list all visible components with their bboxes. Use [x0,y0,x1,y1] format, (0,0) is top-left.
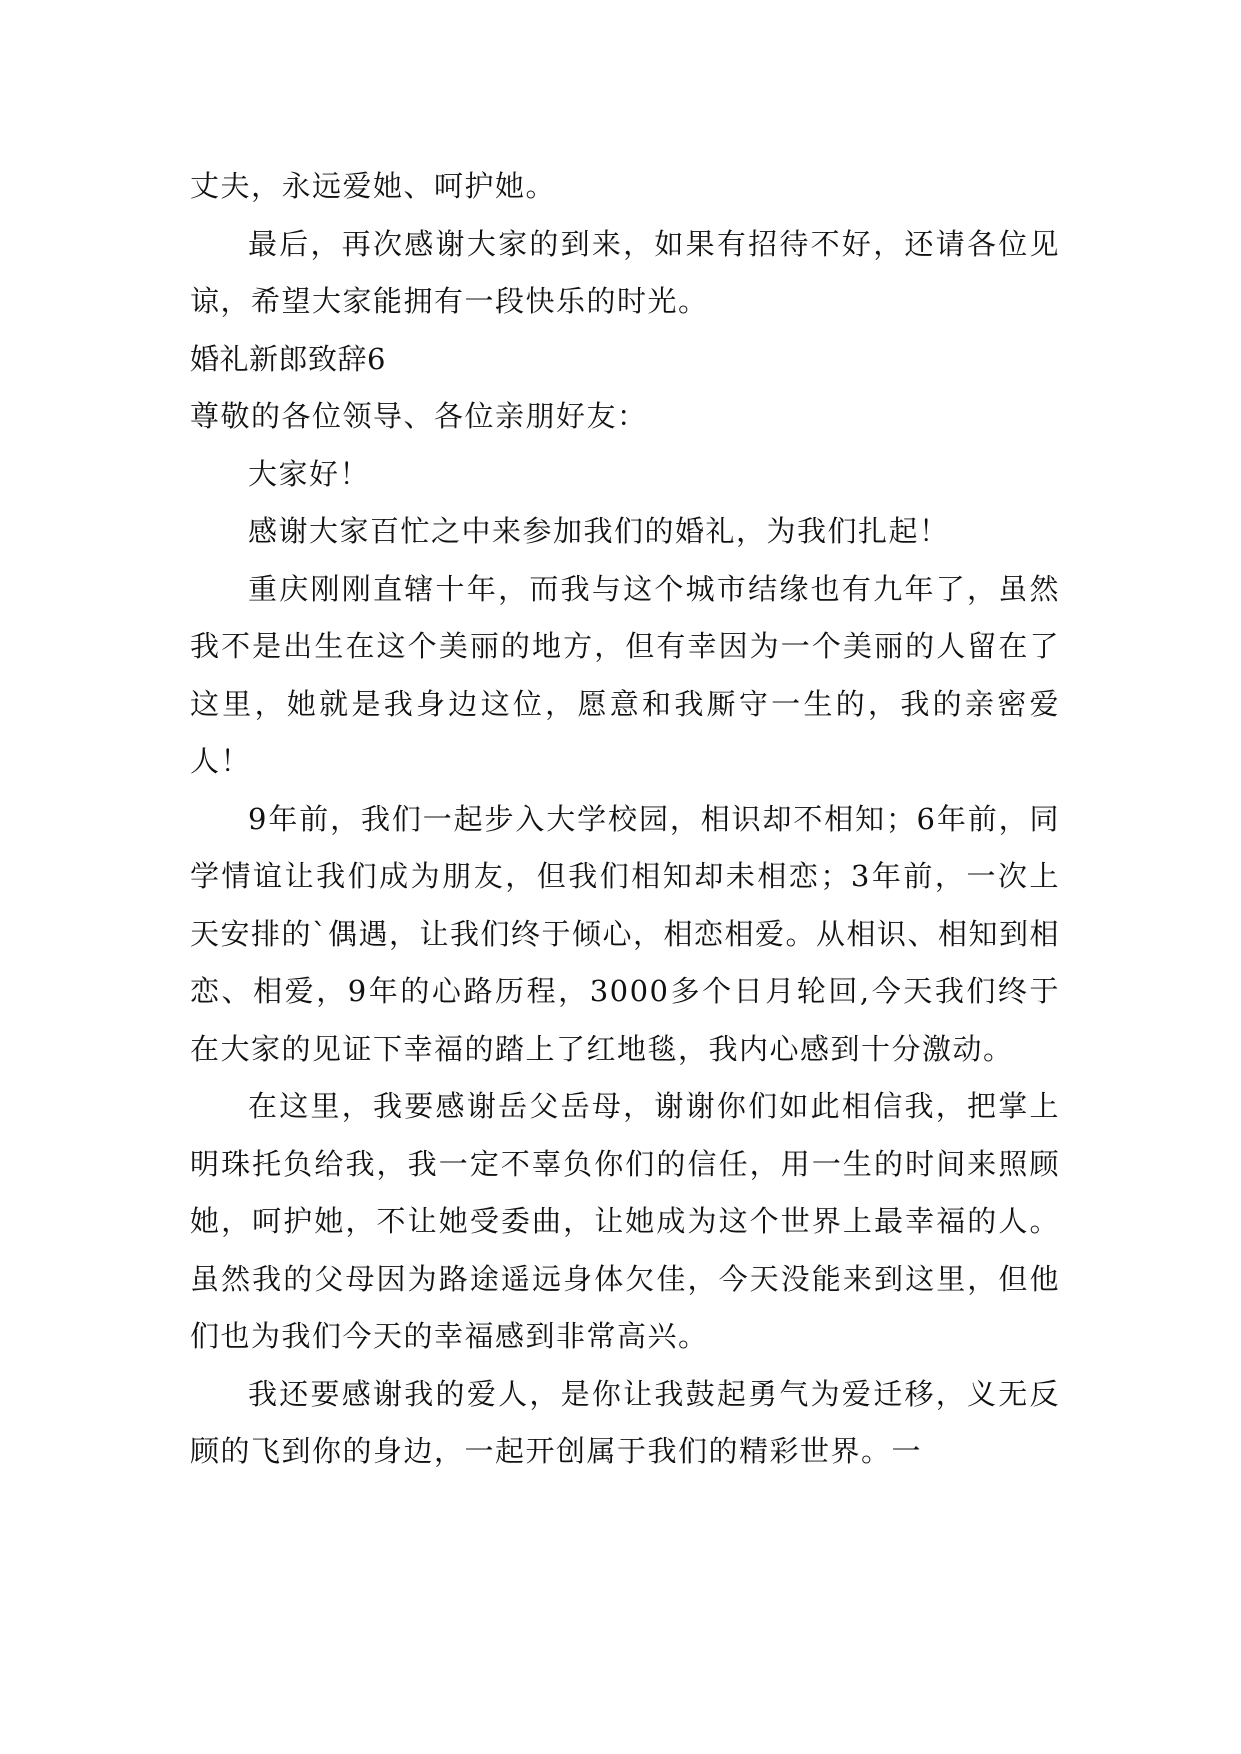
paragraph-thanks-parents: 在这里，我要感谢岳父岳母，谢谢你们如此相信我，把掌上明珠托负给我，我一定不辜负你们的信任，用一生的时间来照顾她，呵护她，不让她受委曲，让她成为这个世界上最幸福的人。虽然我的父母因为路途遥远身体欠佳，今天没能来到这里，但他们也为我们今天的幸福感到非常高兴。 [190,1089,1060,1353]
paragraph-city: 重庆刚刚直辖十年，而我与这个城市结缘也有九年了，虽然我不是出生在这个美丽的地方，但有幸因为一个美丽的人留在了这里，她就是我身边这位，愿意和我厮守一生的，我的亲密爱人！ [190,571,1060,778]
salutation: 尊敬的各位领导、各位亲朋好友： [190,399,648,433]
paragraph-closing-thanks: 最后，再次感谢大家的到来，如果有招待不好，还请各位见谅，希望大家能拥有一段快乐的时光。 [190,226,1060,318]
section-heading: 婚礼新郎致辞6 [190,341,386,376]
paragraph-thanks-spouse: 我还要感谢我的爱人，是你让我鼓起勇气为爱迁移，义无反顾的飞到你的身边，一起开创属于我们的精彩世界。一 [190,1376,1060,1468]
document-body [190,158,1060,1481]
paragraph-greeting: 大家好！ [248,456,371,491]
paragraph-continuation: 丈夫，永远爱她、呵护她。 [190,169,557,203]
paragraph-thanks-guests: 感谢大家百忙之中来参加我们的婚礼，为我们扎起！ [248,514,950,548]
paragraph-story: 9年前，我们一起步入大学校园，相识却不相知；6年前，同学情谊让我们成为朋友，但我们相知却未相恋；3年前，一次上天安排的`偶遇，让我们终于倾心，相恋相爱。从相识、相知到相恋、相爱，9年的心路历程，3000多个日月轮回,今天我们终于在大家的见证下幸福的踏上了红地毯，我内心感到十分激动。 [190,801,1061,1066]
